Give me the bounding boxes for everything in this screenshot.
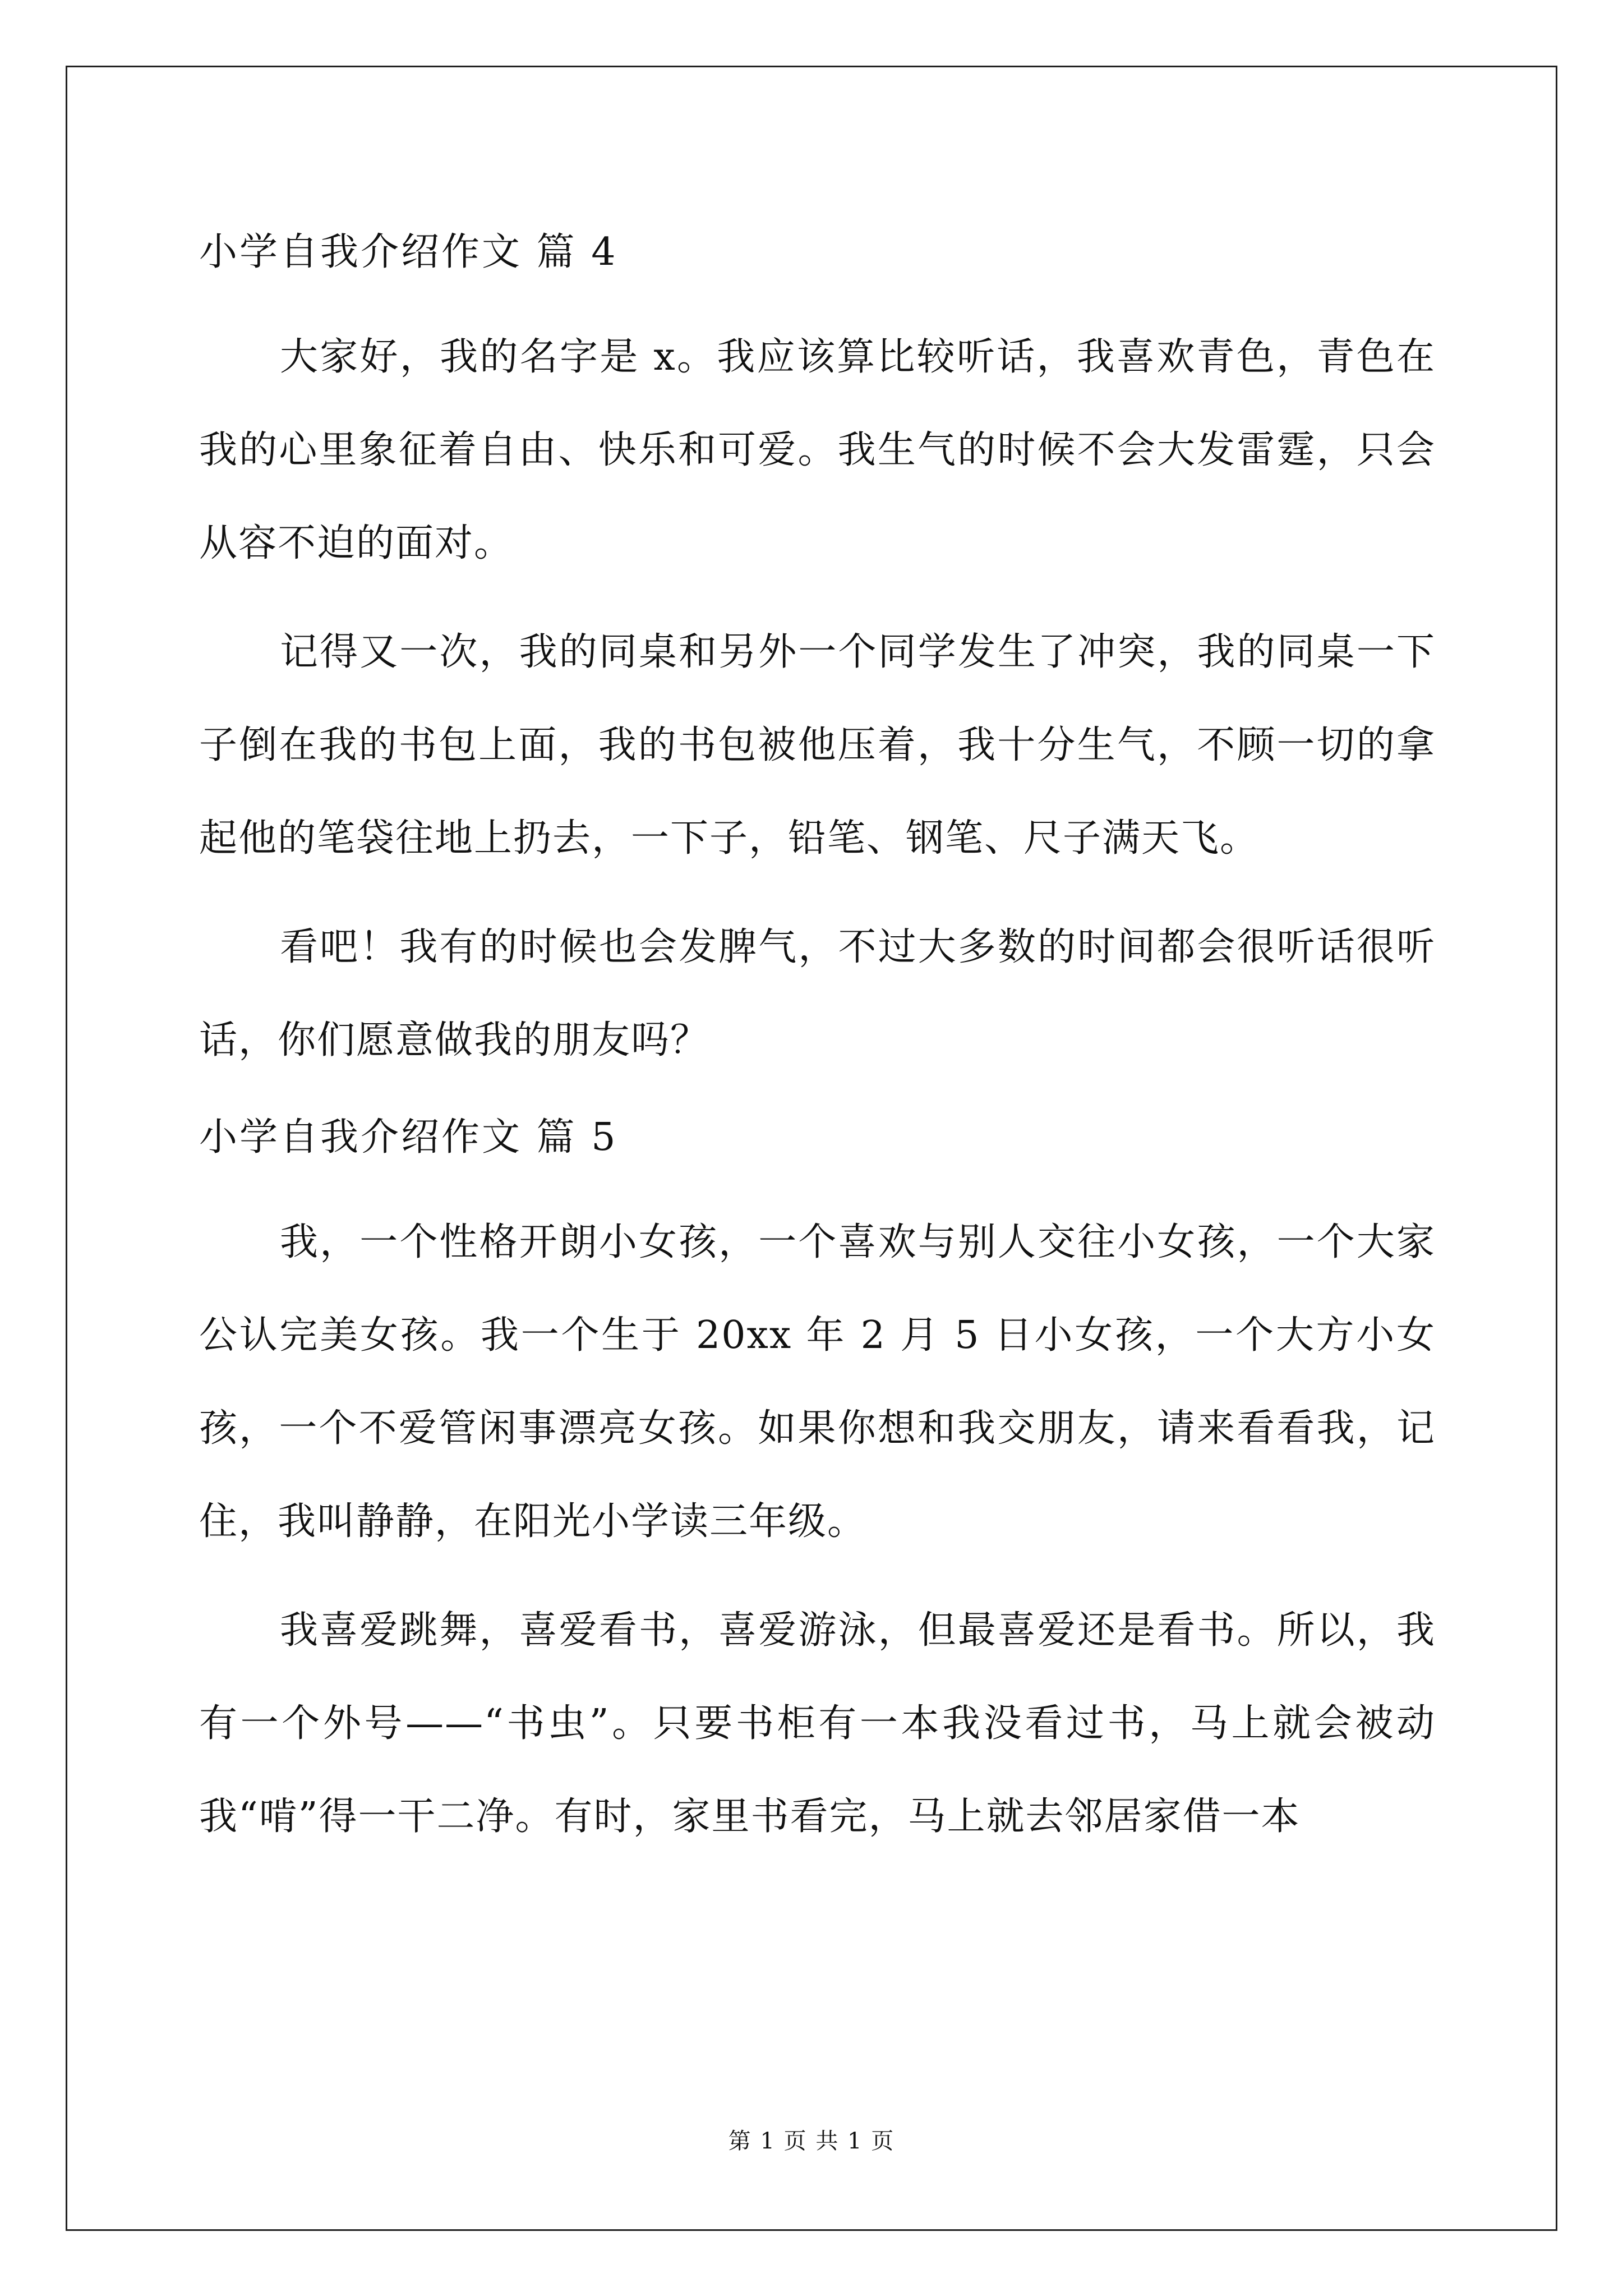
document-body (199, 196, 1436, 1864)
paragraph: 记得又一次，我的同桌和另外一个同学发生了冲突，我的同桌一下子倒在我的书包上面，我的书包被他压着，我十分生气，不顾一切的拿起他的笔袋往地上扔去，一下子，铅笔、钢笔、尺子满天飞。 (199, 630, 1436, 861)
section-title: 小学自我介绍作文 篇 4 (199, 230, 618, 274)
section-title: 小学自我介绍作文 篇 5 (199, 1115, 618, 1159)
page-number-footer: 第 1 页 共 1 页 (728, 2128, 895, 2154)
paragraph: 大家好，我的名字是 x。我应该算比较听话，我喜欢青色，青色在我的心里象征着自由、快乐和可爱。我生气的时候不会大发雷霆，只会从容不迫的面对。 (199, 335, 1436, 565)
section-4 (199, 196, 1436, 1087)
paragraph: 我喜爱跳舞，喜爱看书，喜爱游泳，但最喜爱还是看书。所以，我有一个外号——“书虫”。只要书柜有一本我没看过书，马上就会被动我“啃”得一干二净。有时，家里书看完，马上就去邻居家借一本 (199, 1608, 1436, 1839)
paragraph: 看吧！我有的时候也会发脾气，不过大多数的时间都会很听话很听话，你们愿意做我的朋友吗？ (199, 925, 1436, 1062)
section-5 (199, 1082, 1436, 1864)
paragraph: 我，一个性格开朗小女孩，一个喜欢与别人交往小女孩，一个大家公认完美女孩。我一个生于 20xx 年 2 月 5 日小女孩，一个大方小女孩，一个不爱管闲事漂亮女孩。如果你想和我交朋友，请来看看我，记住，我叫静静，在阳光小学读三年级。 (199, 1220, 1436, 1544)
